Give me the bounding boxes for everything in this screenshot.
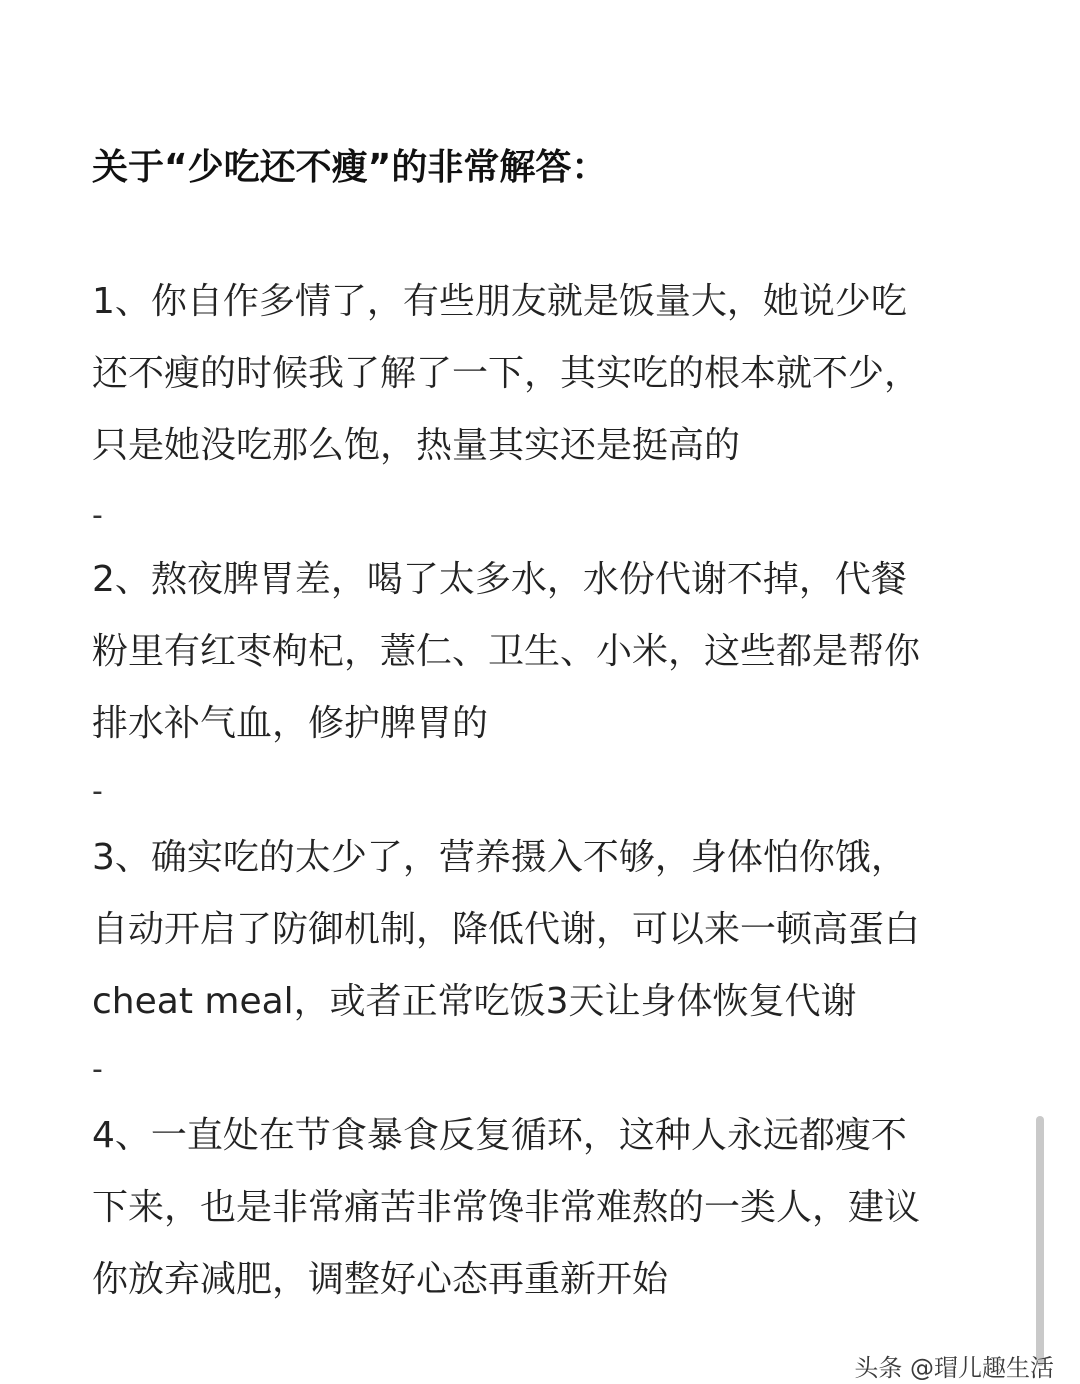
separator-2: - bbox=[92, 774, 103, 809]
item-2-line-3: 排水补气血，修护脾胃的 bbox=[92, 703, 489, 744]
separator-1: - bbox=[92, 498, 103, 533]
item-3-line-2: 自动开启了防御机制，降低代谢，可以来一顿高蛋白 bbox=[92, 909, 921, 950]
item-4-line-1: 4、一直处在节食暴食反复循环，这种人永远都瘦不 bbox=[92, 1115, 907, 1156]
item-2-line-1: 2、熬夜脾胃差，喝了太多水，水份代谢不掉，代餐 bbox=[92, 559, 907, 600]
item-1-line-2: 还不瘦的时候我了解了一下，其实吃的根本就不少， bbox=[92, 353, 921, 394]
item-3-line-1: 3、确实吃的太少了，营养摄入不够，身体怕你饿， bbox=[92, 837, 907, 878]
scrollbar[interactable] bbox=[1036, 1116, 1044, 1366]
item-3-line-3: cheat meal，或者正常吃饭3天让身体恢复代谢 bbox=[92, 981, 857, 1022]
watermark: 头条 @瑁儿趣生活 bbox=[854, 1354, 1054, 1382]
page-title: 关于“少吃还不瘦”的非常解答： bbox=[92, 147, 608, 188]
item-1-line-1: 1、你自作多情了，有些朋友就是饭量大，她说少吃 bbox=[92, 281, 907, 322]
item-4-line-3: 你放弃减肥，调整好心态再重新开始 bbox=[92, 1259, 669, 1300]
item-1-line-3: 只是她没吃那么饱，热量其实还是挺高的 bbox=[92, 425, 741, 466]
item-4-line-2: 下来，也是非常痛苦非常馋非常难熬的一类人，建议 bbox=[92, 1187, 921, 1228]
separator-3: - bbox=[92, 1052, 103, 1087]
item-2-line-2: 粉里有红枣枸杞，薏仁、卫生、小米，这些都是帮你 bbox=[92, 631, 921, 672]
